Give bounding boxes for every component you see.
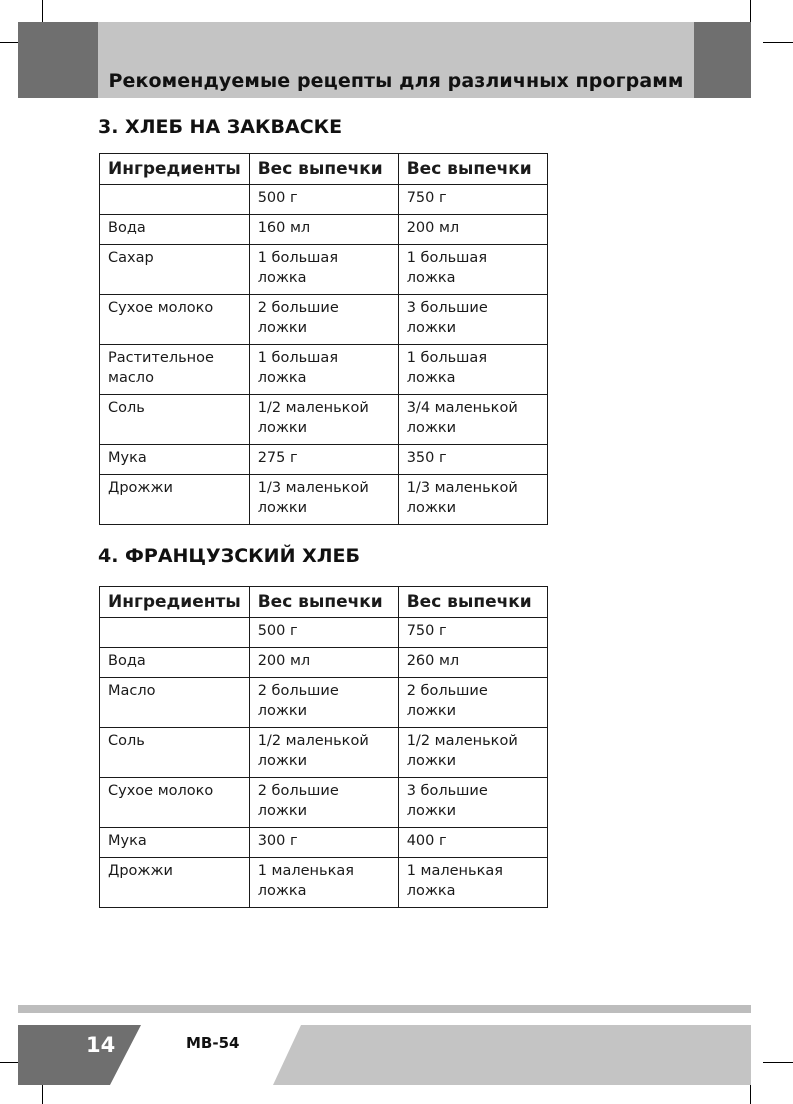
column-header: Вес выпечки xyxy=(249,587,398,618)
ingredient-cell: Мука xyxy=(100,828,250,858)
table-row xyxy=(100,618,548,648)
amount-cell: 1/2 маленькой ложки xyxy=(249,395,398,445)
recipe-table-french-bread xyxy=(99,586,548,908)
table-row xyxy=(100,475,548,525)
recipe-table-sourdough xyxy=(99,153,548,525)
ingredient-cell: Дрожжи xyxy=(100,858,250,908)
column-header: Ингредиенты xyxy=(100,587,250,618)
model-label: MB-54 xyxy=(186,1034,240,1052)
crop-mark xyxy=(763,42,793,43)
table-header-row xyxy=(100,587,548,618)
footer-rule xyxy=(18,1005,751,1013)
footer-light-band xyxy=(273,1025,751,1085)
amount-cell: 1 большая ложка xyxy=(249,345,398,395)
table-row xyxy=(100,395,548,445)
amount-cell: 2 большие ложки xyxy=(398,678,547,728)
ingredient-cell: Вода xyxy=(100,648,250,678)
ingredient-cell: Сухое молоко xyxy=(100,778,250,828)
amount-cell: 300 г xyxy=(249,828,398,858)
footer-band xyxy=(18,1025,751,1085)
table-row xyxy=(100,858,548,908)
ingredient-cell: Мука xyxy=(100,445,250,475)
table-row xyxy=(100,648,548,678)
amount-cell: 275 г xyxy=(249,445,398,475)
ingredient-cell: Соль xyxy=(100,395,250,445)
amount-cell: 3 большие ложки xyxy=(398,295,547,345)
amount-cell: 2 большие ложки xyxy=(249,778,398,828)
table-row xyxy=(100,215,548,245)
footer-page-tab xyxy=(18,1025,141,1085)
amount-cell: 1 большая ложка xyxy=(398,245,547,295)
amount-cell: 1/2 маленькой ложки xyxy=(398,728,547,778)
amount-cell: 1/2 маленькой ложки xyxy=(249,728,398,778)
amount-cell: 2 большие ложки xyxy=(249,678,398,728)
amount-cell: 350 г xyxy=(398,445,547,475)
amount-cell: 500 г xyxy=(249,618,398,648)
header-band-right xyxy=(694,22,751,98)
amount-cell: 3/4 маленькой ложки xyxy=(398,395,547,445)
table-row xyxy=(100,678,548,728)
amount-cell: 750 г xyxy=(398,618,547,648)
section-title-sourdough: 3. ХЛЕБ НА ЗАКВАСКЕ xyxy=(98,116,343,138)
amount-cell: 260 мл xyxy=(398,648,547,678)
amount-cell: 2 большие ложки xyxy=(249,295,398,345)
ingredient-cell: Соль xyxy=(100,728,250,778)
section-title-french-bread: 4. ФРАНЦУЗСКИЙ ХЛЕБ xyxy=(98,545,360,567)
ingredient-cell: Дрожжи xyxy=(100,475,250,525)
ingredient-cell: Масло xyxy=(100,678,250,728)
table-row xyxy=(100,445,548,475)
amount-cell: 1 маленькая ложка xyxy=(398,858,547,908)
table-row xyxy=(100,345,548,395)
header-band-left xyxy=(18,22,98,98)
amount-cell: 1 большая ложка xyxy=(249,245,398,295)
table-row xyxy=(100,778,548,828)
table-row xyxy=(100,185,548,215)
amount-cell: 200 мл xyxy=(249,648,398,678)
ingredient-cell xyxy=(100,185,250,215)
table-header-row xyxy=(100,154,548,185)
column-header: Вес выпечки xyxy=(398,587,547,618)
table-row xyxy=(100,728,548,778)
column-header: Ингредиенты xyxy=(100,154,250,185)
page-title: Рекомендуемые рецепты для различных программ xyxy=(108,70,684,92)
amount-cell: 1/3 маленькой ложки xyxy=(398,475,547,525)
ingredient-cell: Сухое молоко xyxy=(100,295,250,345)
table-row xyxy=(100,828,548,858)
ingredient-cell xyxy=(100,618,250,648)
column-header: Вес выпечки xyxy=(249,154,398,185)
page-number: 14 xyxy=(86,1033,116,1057)
amount-cell: 1 маленькая ложка xyxy=(249,858,398,908)
table-row xyxy=(100,295,548,345)
ingredient-cell: Сахар xyxy=(100,245,250,295)
amount-cell: 400 г xyxy=(398,828,547,858)
column-header: Вес выпечки xyxy=(398,154,547,185)
amount-cell: 160 мл xyxy=(249,215,398,245)
amount-cell: 1/3 маленькой ложки xyxy=(249,475,398,525)
amount-cell: 200 мл xyxy=(398,215,547,245)
amount-cell: 1 большая ложка xyxy=(398,345,547,395)
table-row xyxy=(100,245,548,295)
ingredient-cell: Растительное масло xyxy=(100,345,250,395)
ingredient-cell: Вода xyxy=(100,215,250,245)
amount-cell: 3 большие ложки xyxy=(398,778,547,828)
amount-cell: 500 г xyxy=(249,185,398,215)
crop-mark xyxy=(763,1062,793,1063)
amount-cell: 750 г xyxy=(398,185,547,215)
